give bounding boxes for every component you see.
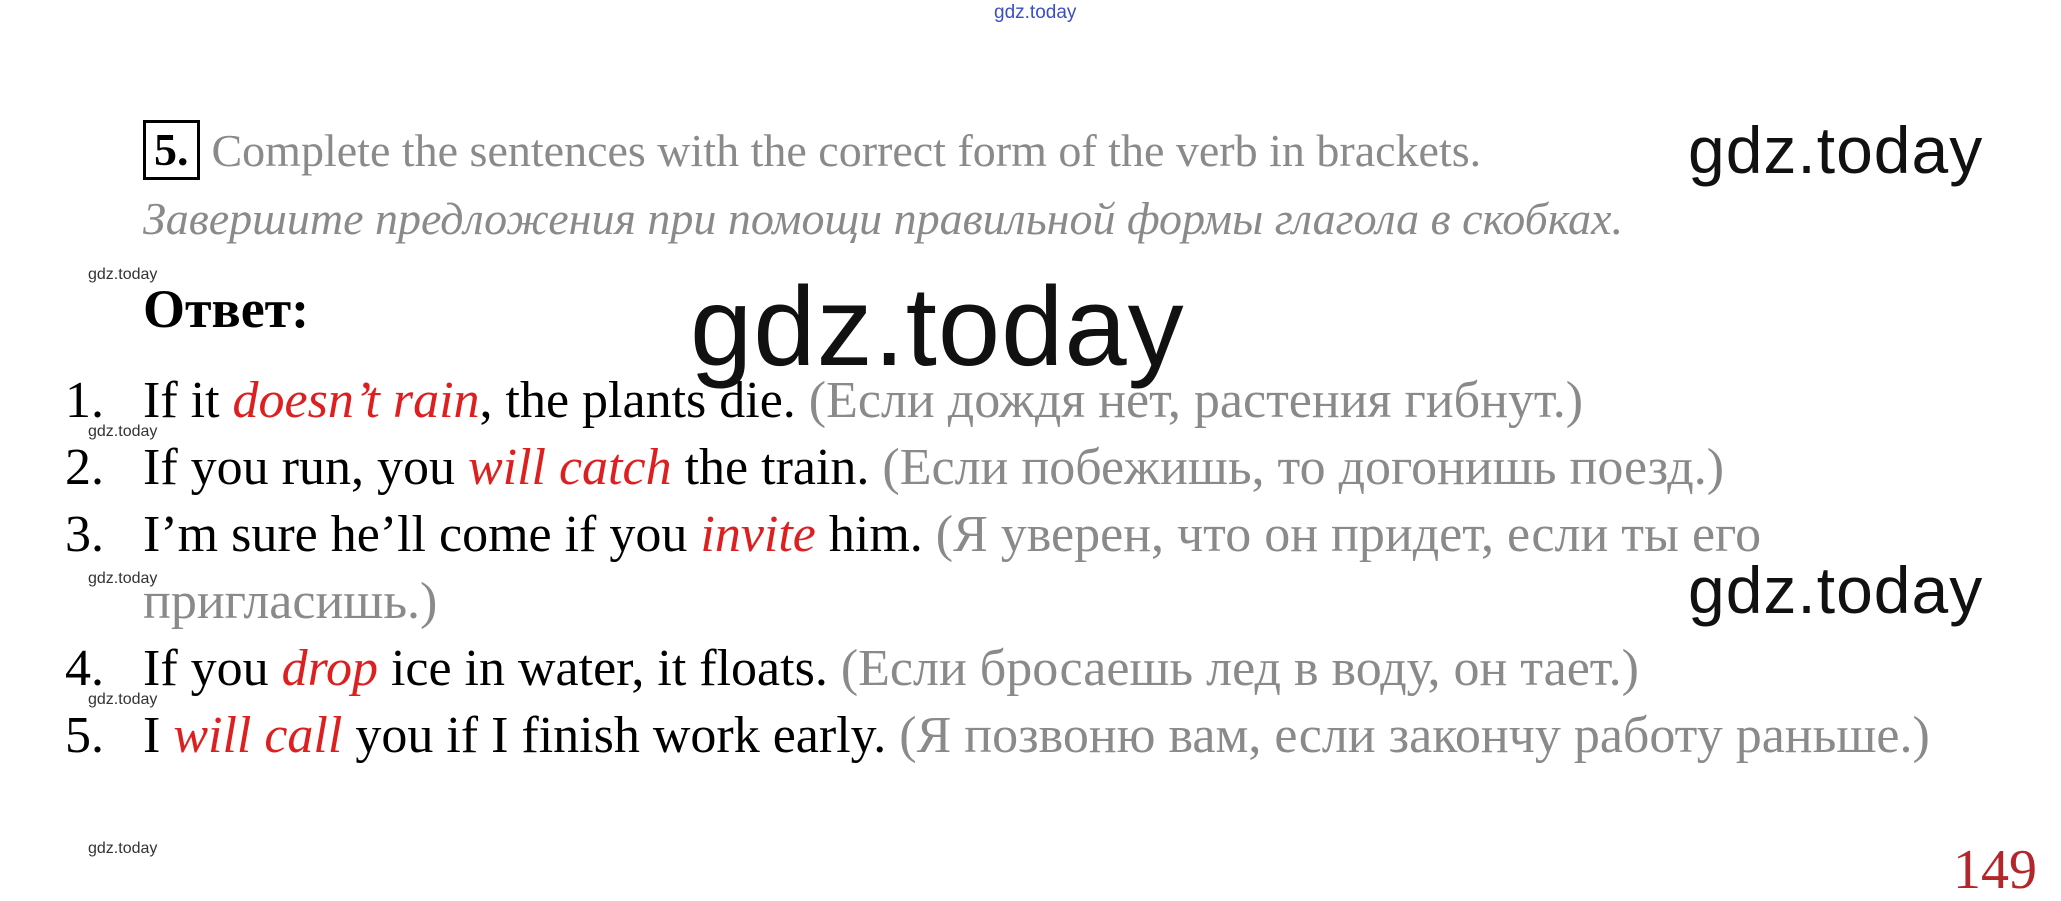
filled-verb: will call [173, 707, 343, 764]
sentence-end: , the plants die. [479, 372, 796, 429]
watermark-small: gdz.today [88, 266, 158, 283]
task-instruction-ru: Завершите предложения при помощи правильной формы глагола в скобках. [143, 193, 1624, 244]
watermark-small: gdz.today [88, 570, 158, 587]
sentence-start: I [143, 707, 174, 764]
filled-verb: will catch [467, 439, 672, 496]
sentence-end: you if I finish work early. [342, 707, 887, 764]
watermark-small: gdz.today [88, 423, 158, 440]
watermark-small: gdz.today [88, 691, 158, 708]
translation: (Я уверен, что он придет, если ты его пригласишь.) [143, 506, 1762, 630]
translation: (Если побежишь, то догонишь поезд.) [869, 439, 1725, 496]
sentence-start: If you run, you [143, 439, 468, 496]
answer-label: Ответ: [143, 279, 310, 339]
filled-verb: doesn’t rain [232, 372, 480, 429]
task-header [143, 120, 1481, 180]
filled-verb: drop [281, 640, 378, 697]
answer-sentence [143, 702, 2005, 769]
sentence-end: the train. [671, 439, 870, 496]
answer-item [65, 635, 2005, 702]
sentence-start: I’m sure he’ll come if you [143, 506, 701, 563]
task-instruction-en: Complete the sentences with the correct form of the verb in brackets. [211, 124, 1482, 176]
page-number: 149 [1953, 839, 2037, 901]
translation: (Я позвоню вам, если закончу работу раньше.) [886, 707, 1930, 764]
watermark-large: gdz.today [1688, 553, 1984, 627]
answer-number: 1. [65, 372, 104, 429]
task-number: 5. [143, 120, 200, 180]
answer-sentence [143, 434, 2005, 501]
translation: (Если дождя нет, растения гибнут.) [795, 372, 1584, 429]
watermark-small: gdz.today [88, 840, 158, 857]
answer-sentence [143, 635, 2005, 702]
answer-item [65, 702, 2005, 769]
watermark-large: gdz.today [1688, 113, 1984, 187]
answer-number: 5. [65, 707, 104, 764]
filled-verb: invite [700, 506, 816, 563]
answer-number: 2. [65, 439, 104, 496]
sentence-start: If it [143, 372, 233, 429]
sentence-end: him. [815, 506, 923, 563]
answer-number: 3. [65, 506, 104, 563]
translation: (Если бросаешь лед в воду, он тает.) [827, 640, 1639, 697]
sentence-end: ice in water, it floats. [377, 640, 828, 697]
sentence-start: If you [143, 640, 282, 697]
answer-number: 4. [65, 640, 104, 697]
watermark-large: gdz.today [690, 264, 1185, 389]
watermark-top: gdz.today [994, 2, 1077, 23]
answer-item [65, 434, 2005, 501]
